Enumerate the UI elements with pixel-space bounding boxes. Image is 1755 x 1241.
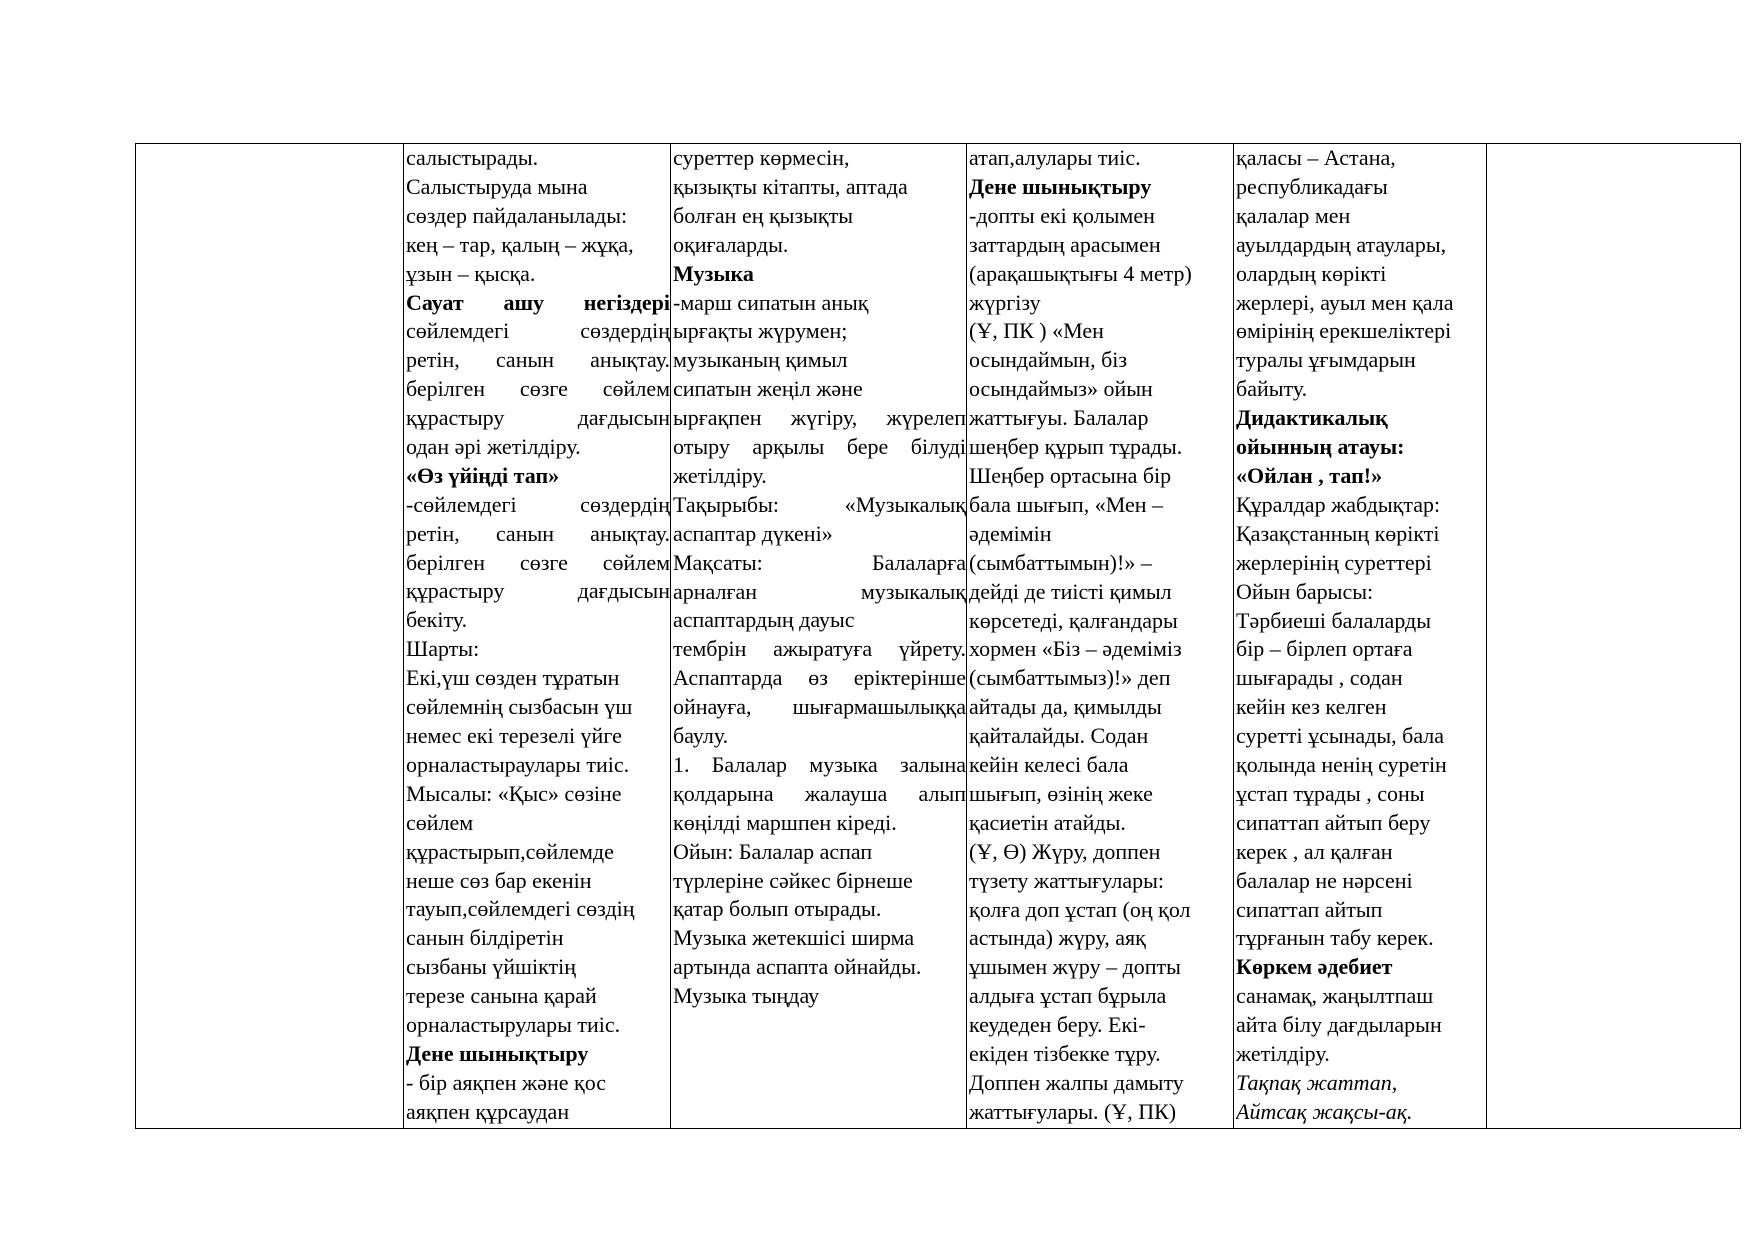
cell-text-line: бекіту. [406,607,468,633]
cell-text-line: суретті ұсынады, бала [1236,723,1445,749]
cell-text-line: «Өз үйіңді тап» [406,462,560,488]
cell-text-line: кейін кез келген [1236,694,1387,720]
cell-text-line: түзету жаттығулары: [969,867,1164,893]
cell-text-line: Қазақстанның көрікті [1236,520,1440,546]
cell-text-line: «Ойлан , тап!» [1236,462,1383,488]
cell-text-line: көрсетеді, қалғандары [969,607,1178,633]
cell-text-line: сөйлем [406,809,474,835]
cell-text-line: қолға доп ұстап (оң қол [969,896,1191,922]
cell-text-line: жаттығуы. Балалар [969,405,1149,431]
cell-text-line: ырғақпен жүгіру, жүрелеп [673,405,966,431]
cell-text-line: ырғақты жүрумен; [673,318,848,344]
cell-text-line: орналастыраулары тиіс. [406,751,630,777]
cell-text-line: кеудеден беру. Екі- [969,1012,1146,1038]
cell-text-line: қолдарына жалауша алып [673,780,966,806]
cell-text-line: құрастыру дағдысын [406,405,670,431]
cell-text-line: сызбаны үйшіктің [406,954,576,980]
cell-text-line: Дидактикалық [1236,405,1388,431]
cell-text-line: шеңбер құрып тұрады. [969,434,1183,460]
cell-text-line: қалалар мен [1236,202,1351,228]
cell-text-line: Салыстыруда мына [406,173,588,199]
cell-text-line: байыту. [1236,376,1308,402]
cell-text-line: сөйлемдегі сөздердің [406,318,670,344]
cell-text-line: отыру арқылы бере білуді [673,434,966,460]
table-cell-col5 [1234,144,1487,1129]
cell-text-line: баулу. [673,723,729,748]
cell-text-line: аспаптар дүкені» [673,520,833,546]
cell-text-line: 1. Балалар музыка залына [673,751,966,777]
cell-text-line: -марш сипатын анық [673,289,869,315]
cell-text-line: тауып,сөйлемдегі сөздің [406,896,635,922]
cell-text-line: Айтсақ жақсы-ақ. [1236,1098,1413,1124]
cell-text-line: қаласы – Астана, [1236,145,1396,170]
table-row [136,144,1741,1129]
cell-text-line: Шеңбер ортасына бір [969,462,1172,488]
cell-text-line: әдемімін [969,520,1052,546]
cell-text-line: ретін, санын анықтау. [406,347,670,373]
cell-text-line: жаттығулары. (Ұ, ПК) [969,1098,1177,1124]
cell-text-line: ретін, санын анықтау. [406,520,670,546]
cell-text-line: Музыка тыңдау [673,983,820,1009]
cell-text-line: жерлерінің суреттері [1236,549,1432,575]
cell-text-line: оқиғаларды. [673,231,789,257]
cell-text-line: Тақырыбы: «Музыкалық [673,491,966,517]
cell-text-line: ұстап тұрады , соны [1236,780,1425,806]
cell-text-line: қатар болып отырады. [673,896,882,922]
table-cell-col2 [404,144,671,1129]
cell-text-line: алдыға ұстап бұрыла [969,983,1167,1009]
cell-text-line: екіден тізбекке тұру. [969,1041,1161,1067]
cell-text-line: берілген сөзге сөйлем [406,549,670,575]
cell-text-line: (сымбаттымыз)!» деп [969,665,1171,691]
cell-text-line: кең – тар, қалың – жұқа, [406,231,634,257]
cell-text-line: Тақпақ жаттап, [1236,1070,1398,1095]
cell-text-line: құрастырып,сөйлемде [406,838,614,864]
cell-text-line: музыканың қимыл [673,347,848,373]
table-cell-col1 [136,144,404,1129]
cell-text-line: туралы ұғымдарын [1236,347,1416,373]
cell-text-line: осындаймын, біз [969,347,1128,373]
cell-text-line: жүргізу [969,289,1041,315]
cell-text-line: шығып, өзінің жеке [969,780,1153,806]
cell-text-line: Құралдар жабдықтар: [1236,491,1441,517]
cell-text-line: тұрғанын табу керек. [1236,925,1434,951]
cell-text-line: олардың көрікті [1236,260,1387,286]
cell-text-line: көңілді маршпен кіреді. [673,809,897,835]
cell-text-line: Сауат ашу негіздері [406,289,670,315]
cell-text-line: (арақашықтығы 4 метр) [969,260,1192,286]
cell-text-line: сөйлемнің сызбасын үш [406,694,633,720]
table-cell-col4 [967,144,1234,1129]
cell-text-line: Ойын барысы: [1236,578,1374,604]
cell-text-line: -допты екі қолымен [969,202,1155,228]
cell-text-line: Дене шынықтыру [969,173,1152,199]
cell-text-line: республикадағы [1236,173,1388,199]
cell-text-line: болған ең қызықты [673,202,854,228]
cell-text-line: айтады да, қимылды [969,694,1162,720]
cell-text-line: жерлері, ауыл мен қала [1236,289,1454,315]
cell-text-line: Ойын: Балалар аспап [673,838,873,864]
cell-text-line: берілген сөзге сөйлем [406,376,670,402]
cell-text-line: Екі,үш сөзден тұратын [406,665,620,691]
cell-text-line: кейін келесі бала [969,752,1129,778]
cell-text-line: суреттер көрмесін, [673,145,850,170]
cell-text-line: жетілдіру. [1236,1041,1330,1067]
cell-text-line: атап,алулары тиіс. [969,145,1141,170]
cell-text-line: Аспаптарда өз еріктерінше [673,665,966,691]
cell-text-line: неше сөз бар екенін [406,867,592,893]
table-cell-col6 [1487,144,1741,1129]
cell-text-line: керек , ал қалған [1236,838,1393,864]
cell-text-line: бала шығып, «Мен – [969,491,1164,517]
cell-text-line: заттардың арасымен [969,231,1161,257]
cell-text-line: осындаймыз» ойын [969,376,1153,402]
cell-text-line: қолында ненің суретін [1236,752,1447,778]
cell-text-line: Доппен жалпы дамыту [969,1070,1184,1095]
cell-text-line: ойынның атауы: [1236,434,1405,460]
cell-text-line: санамақ, жаңылтпаш [1236,983,1434,1009]
cell-text-line: астында) жүру, аяқ [969,925,1146,951]
cell-text-line: одан әрі жетілдіру. [406,433,581,459]
cell-text-line: орналастырулары тиіс. [406,1012,621,1038]
cell-text-line: сөздер пайдаланылады: [406,202,628,228]
lesson-plan-table [135,143,1741,1129]
cell-text-line: ауылдардың атаулары, [1236,231,1447,257]
cell-text-line: салыстырады. [406,145,539,170]
cell-text-line: терезе санына қарай [406,983,597,1009]
cell-text-line: санын білдіретін [406,925,564,951]
cell-text-line: түрлеріне сәйкес бірнеше [673,867,913,893]
cell-text-line: немес екі терезелі үйге [406,722,622,748]
cell-text-line: ойнауға, шығармашылыққа [673,694,966,720]
cell-text-line: Мысалы: «Қыс» сөзіне [406,780,622,806]
cell-text-line: Музыка жетекшісі ширма [673,925,915,951]
cell-text-line: айта білу дағдыларын [1236,1012,1442,1038]
cell-text-line: жетілдіру. [673,462,767,488]
cell-text-line: құрастыру дағдысын [406,578,670,604]
cell-text-line: қайталайды. Содан [969,723,1149,749]
cell-text-line: Шарты: [406,636,480,662]
cell-text-line: балалар не нәрсені [1236,867,1413,893]
cell-text-line: (Ұ, ПК ) «Мен [969,318,1104,344]
cell-text-line: Тәрбиеші балаларды [1236,607,1432,633]
cell-text-line: сипаттап айтып беру [1236,809,1431,835]
cell-text-line: хормен «Біз – әдеміміз [969,636,1182,662]
cell-text-line: аспаптардың дауыс [673,607,855,633]
cell-text-line: - бір аяқпен және қос [406,1069,607,1095]
cell-text-line: қызықты кітапты, аптада [673,173,908,199]
cell-text-line: -сөйлемдегі сөздердің [406,491,670,517]
cell-text-line: аяқпен құрсаудан [406,1098,570,1124]
cell-text-line: (Ұ, Ө) Жүру, доппен [969,838,1161,864]
cell-text-line: бір – бірлеп ортаға [1236,636,1413,662]
cell-text-line: тембрін ажыратуға үйрету. [673,636,966,662]
cell-text-line: дейді де тиісті қимыл [969,578,1172,604]
cell-text-line: Музыка [673,260,754,286]
cell-text-line: Мақсаты: Балаларға [673,549,966,575]
table-cell-col3 [671,144,967,1129]
cell-text-line: ұзын – қысқа. [406,260,536,286]
cell-text-line: арналған музыкалық [673,578,966,604]
cell-text-line: Көркем әдебиет [1236,954,1393,980]
cell-text-line: сипаттап айтып [1236,896,1383,922]
cell-text-line: Дене шынықтыру [406,1040,589,1066]
cell-text-line: артында аспапта ойнайды. [673,954,922,980]
cell-text-line: шығарады , содан [1236,665,1403,691]
cell-text-line: өмірінің ерекшеліктері [1236,318,1452,344]
cell-text-line: ұшымен жүру – допты [969,954,1181,980]
cell-text-line: қасиетін атайды. [969,809,1126,835]
cell-text-line: (сымбаттымын)!» – [969,549,1152,575]
cell-text-line: сипатын жеңіл және [673,376,863,402]
